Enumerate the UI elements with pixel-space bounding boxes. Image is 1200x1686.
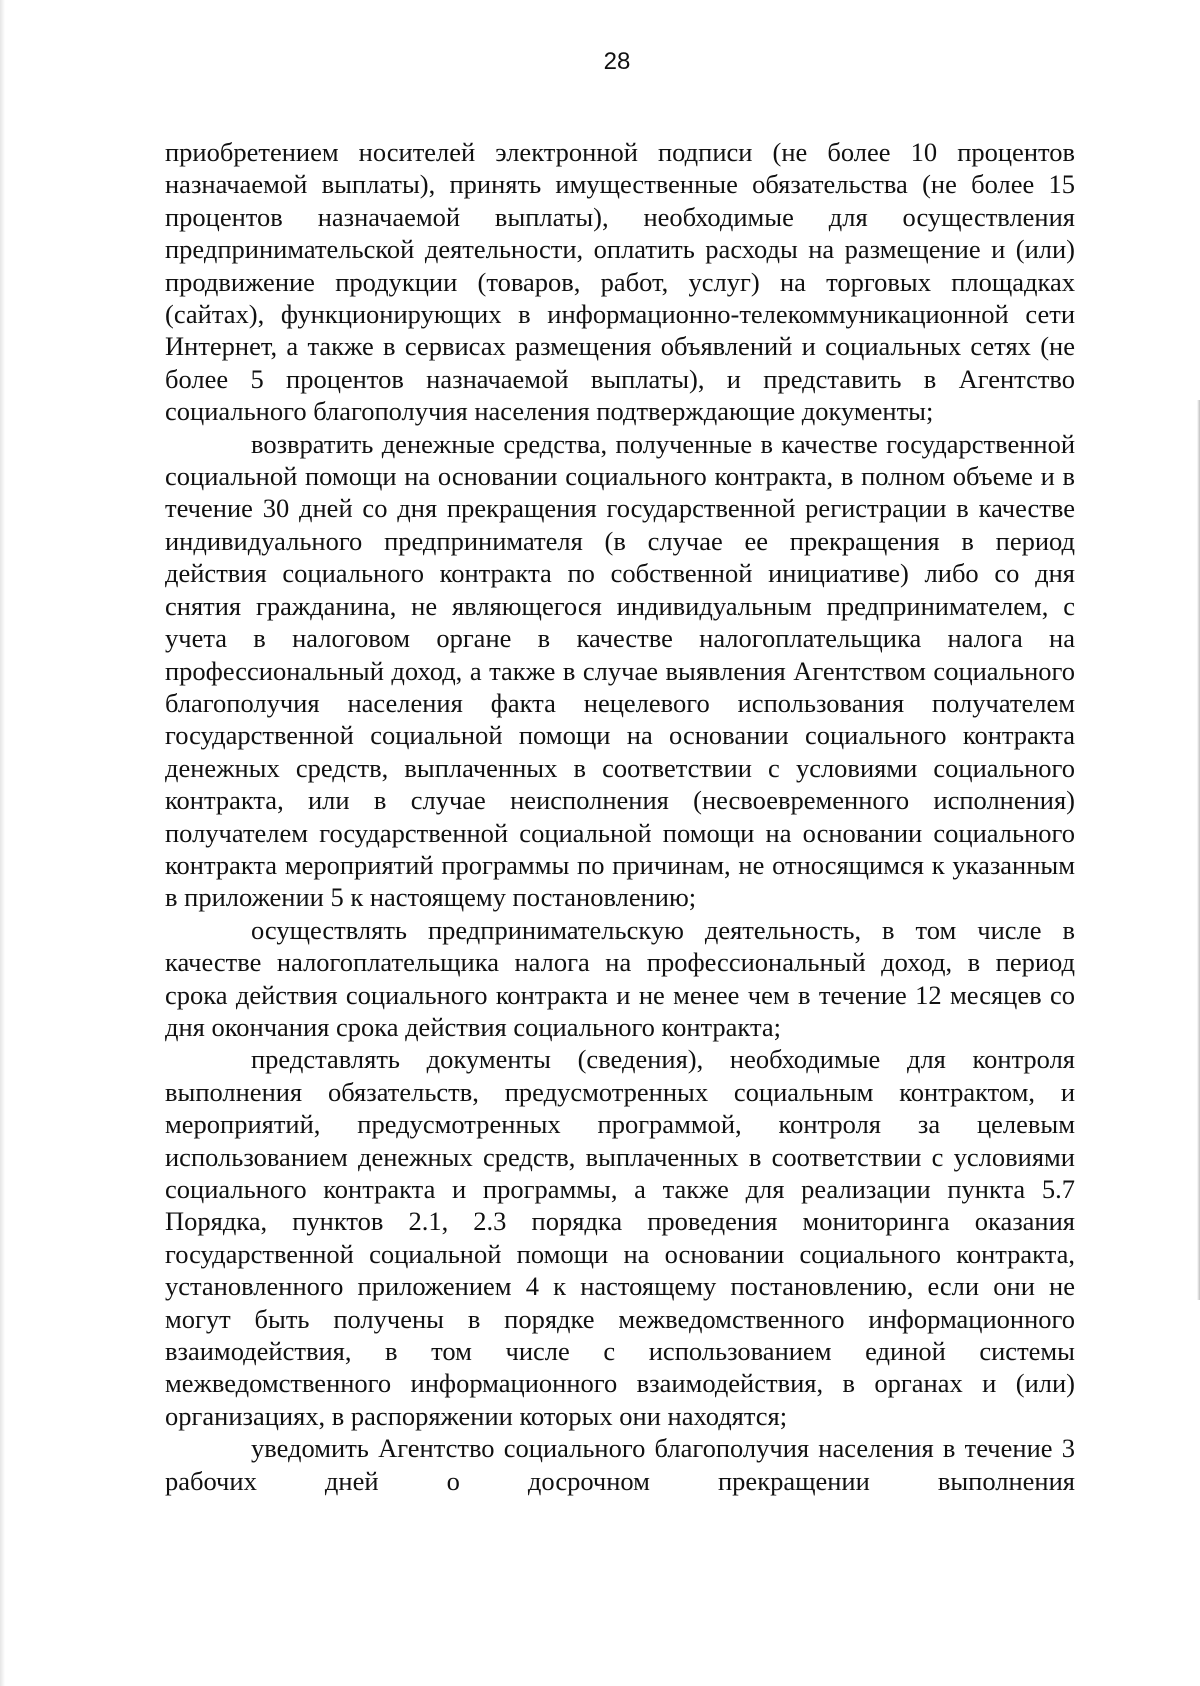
- scan-edge-left: [0, 0, 5, 1686]
- page-number: 28: [603, 48, 631, 75]
- paragraph-4: представлять документы (сведения), необходимые для контроля выполнения обязательств, предусмотренных социальным контрактом, и мероприятий, предусмотренных программой, контроля за целевым использованием денежных средств, выплаченных в соответствии с условиями социального контракта и программы, а также для реализации пункта 5.7 Порядка, пунктов 2.1, 2.3 порядка проведения мониторинга оказания государственной социальной помощи на основании социального контракта, установленного приложением 4 к настоящему постановлению, если они не могут быть получены в порядке межведомственного информационного взаимодействия, в том числе с использованием единой системы межведомственного информационного взаимодействия, в органах и (или) организациях, в распоряжении которых они находятся;: [165, 1044, 1075, 1431]
- paragraph-5: уведомить Агентство социального благополучия населения в течение 3 рабочих дней о досрочном прекращении выполнения: [165, 1433, 1075, 1496]
- paragraph-2: возвратить денежные средства, полученные в качестве государственной социальной помощи на основании социального контракта, в полном объеме и в течение 30 дней со дня прекращения государственной регистрации в качестве индивидуального предпринимателя (в случае ее прекращения в период действия социального контракта по собственной инициативе) либо со дня снятия гражданина, не являющегося индивидуальным предпринимателем, с учета в налоговом органе в качестве налогоплательщика налога на профессиональный доход, а также в случае выявления Агентством социального благополучия населения факта нецелевого использования получателем государственной социальной помощи на основании социального контракта денежных средств, выплаченных в соответствии с условиями социального контракта, или в случае неисполнения (несвоевременного исполнения) получателем государственной социальной помощи на основании социального контракта мероприятий программы по причинам, не относящимся к указанным в приложении 5 к настоящему постановлению;: [165, 428, 1075, 913]
- document-body: [165, 136, 1075, 1497]
- paragraph-3: осуществлять предпринимательскую деятельность, в том числе в качестве налогоплательщика налога на профессиональный доход, в период срока действия социального контракта и не менее чем в течение 12 месяцев со дня окончания срока действия социального контракта;: [165, 914, 1075, 1042]
- paragraph-1: приобретением носителей электронной подписи (не более 10 процентов назначаемой выплаты), принять имущественные обязательства (не более 15 процентов назначаемой выплаты), необходимые для осуществления предпринимательской деятельности, оплатить расходы на размещение и (или) продвижение продукции (товаров, работ, услуг) на торговых площадках (сайтах), функционирующих в информационно-телекоммуникационной сети Интернет, а также в сервисах размещения объявлений и социальных сетях (не более 5 процентов назначаемой выплаты), и представить в Агентство социального благополучия населения подтверждающие документы;: [165, 137, 1075, 427]
